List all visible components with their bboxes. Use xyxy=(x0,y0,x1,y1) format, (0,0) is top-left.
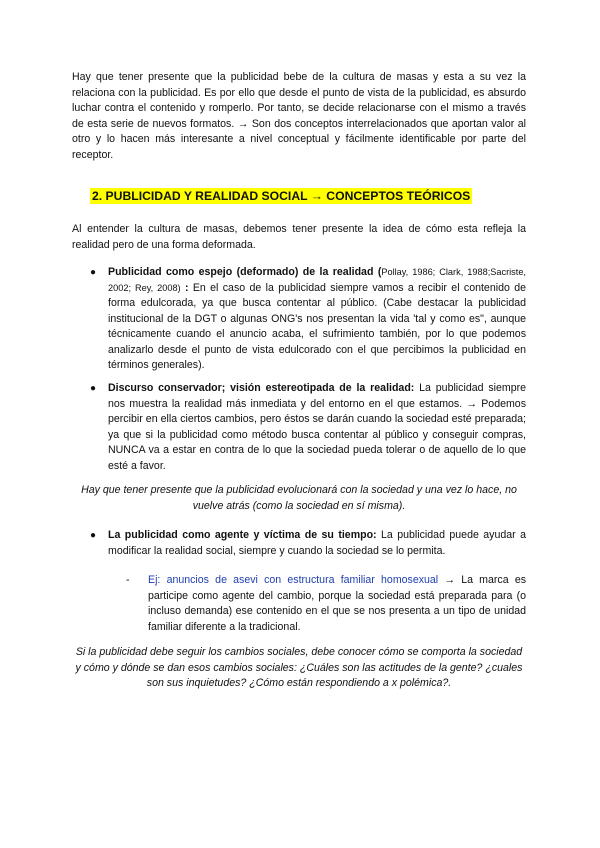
bullet-icon: ● xyxy=(90,383,97,394)
section-heading: 2. PUBLICIDAD Y REALIDAD SOCIAL → CONCEPTOS TEÓRICOS xyxy=(92,189,471,203)
bullet-title: Discurso conservador; visión estereotipada de la realidad: xyxy=(108,382,415,394)
sub-item-example xyxy=(126,573,526,635)
lead-paragraph: Al entender la cultura de masas, debemos tener presente la idea de cómo esta refleja la realidad pero de una forma deformada. xyxy=(72,223,526,251)
bullet-item-agent xyxy=(90,528,526,559)
example-link[interactable]: Ej: anuncios de asevi con estructura familiar homosexual xyxy=(148,574,439,586)
sub-item-body: La marca es participe como agente del cambio, porque la sociedad está preparada para (o incluso demanda) ese contenido en el que se nos presenta a un tipo de unidad familiar diferente a la tradicional. xyxy=(148,574,527,633)
bullet-references: Pollay, 1986; Clark, 1988;Sacriste, 2002; Rey, 2008) xyxy=(108,267,526,293)
sub-item-text xyxy=(148,573,526,635)
bullet-body: La publicidad puede ayudar a modificar la realidad social, siempre y cuando la sociedad se lo permita. xyxy=(108,529,527,557)
bullet-item-conservative xyxy=(90,381,526,474)
italic-note-social-changes: Si la publicidad debe seguir los cambios sociales, debe conocer cómo se comporta la sociedad y cómo y dónde se dan esos cambios sociales: ¿Cuáles son las actitudes de la gente? ¿cuales son sus inquietudes? ¿Cómo están respondiendo a x polémica?. xyxy=(75,646,523,689)
arrow-glyph: → xyxy=(438,574,462,586)
bullet-title: Publicidad como espejo (deformado) de la realidad ( xyxy=(108,266,382,278)
bullet-colon: : xyxy=(180,281,193,294)
bullet-text xyxy=(108,381,526,474)
italic-note-evolution: Hay que tener presente que la publicidad evolucionará con la sociedad y una vez lo hace, no vuelve atrás (como la sociedad en sí misma). xyxy=(81,484,517,512)
bullet-body: La publicidad siempre nos muestra la realidad más inmediata y del entorno en el que estamos. → Podemos percibir en ella ciertos cambios, pero éstos se darán cuando la sociedad esté preparada; ya que si la publicidad como método busca contentar al público y conseguir compras, NUNCA va a estar en contra de lo que la sociedad pueda tolerar o de aquello de lo que esté a favor. xyxy=(108,382,527,472)
bullet-body: En el caso de la publicidad siempre vamos a recibir el contenido de forma edulcorada, ya que busca contentar al público. (Cabe destacar la publicidad institucional de la DGT o algunas ONG's nos presentan la vida 'tal y como es", aunque técnicamente cuando el anuncio acaba, el sufrimiento también, por lo que podemos analizarlo desde el punto de vista edulcorado con el que percibimos la publicidad en términos generales). xyxy=(108,281,526,371)
intro-paragraph: Hay que tener presente que la publicidad bebe de la cultura de masas y esta a su vez la relaciona con la publicidad. Es por ello que desde el punto de vista de la publicidad, es absurdo luchar contra el contenido y romperlo. Por tanto, se decide relacionarse con el mismo a través de esta serie de nuevos formatos. → Son dos conceptos interrelacionados que aportan valor al otro y lo hacen más interesante a nivel conceptual y fácilmente identificable por parte del receptor. xyxy=(72,71,526,161)
bullet-icon: ● xyxy=(90,530,97,541)
dash-icon: - xyxy=(126,574,130,586)
bullet-text xyxy=(108,265,526,374)
bullet-item-mirror xyxy=(90,265,526,374)
bullet-text xyxy=(108,528,526,559)
bullet-title: La publicidad como agente y víctima de su tiempo: xyxy=(108,529,377,541)
bullet-icon: ● xyxy=(90,267,97,278)
